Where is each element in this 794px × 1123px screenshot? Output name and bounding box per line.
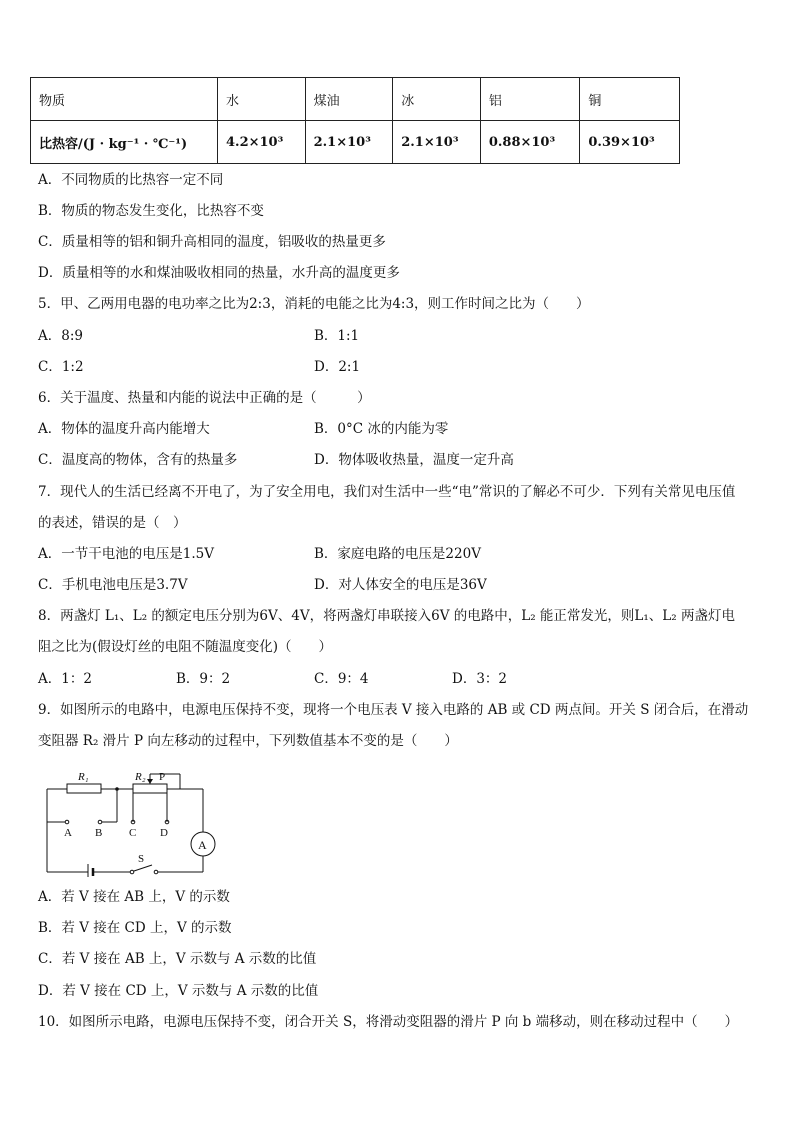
table-cell: 0.88×10³: [480, 121, 580, 164]
label-b: B: [95, 827, 103, 839]
q6-option-b: B．0°C 冰的内能为零: [314, 421, 449, 437]
q9-option-b: B．若 V 接在 CD 上，V 的示数: [38, 920, 232, 936]
ammeter-label: A: [198, 838, 207, 852]
q6-option-a: A．物体的温度升高内能增大: [38, 421, 210, 437]
table-cell: 铝: [480, 78, 580, 121]
table-cell: 铜: [580, 78, 680, 121]
specific-heat-table: [30, 77, 680, 164]
q5-option-d: D．2:1: [314, 359, 361, 375]
table-cell: 4.2×10³: [218, 121, 306, 164]
q9-option-c: C．若 V 接在 AB 上，V 示数与 A 示数的比值: [38, 951, 317, 967]
label-a: A: [64, 827, 72, 839]
table-cell: 0.39×10³: [580, 121, 680, 164]
q8-option-a: A．1：2: [38, 671, 92, 687]
table-cell: 比热容/(J · kg⁻¹ · ℃⁻¹): [31, 121, 218, 164]
q4-option-d: D．质量相等的水和煤油吸收相同的热量，水升高的温度更多: [38, 265, 400, 281]
table-cell: 煤油: [305, 78, 393, 121]
table-cell: 物质: [31, 78, 218, 121]
label-c: C: [129, 827, 137, 839]
q10-stem: 10．如图所示电路，电源电压保持不变，闭合开关 S，将滑动变阻器的滑片 P 向 b 端移动，则在移动过程中（ ）: [38, 1014, 739, 1030]
table-header-row: [31, 78, 680, 121]
label-p: P: [159, 771, 166, 783]
q7-option-d: D．对人体安全的电压是36V: [314, 577, 487, 593]
q8-stem-line2: 阻之比为(假设灯丝的电阻不随温度变化)（ ）: [38, 639, 333, 655]
q9-option-a: A．若 V 接在 AB 上，V 的示数: [38, 889, 230, 905]
q7-option-a: A．一节干电池的电压是1.5V: [38, 546, 214, 562]
table-cell: 冰: [393, 78, 481, 121]
resistor-r1: [67, 784, 101, 793]
label-r2: R₂: [135, 771, 146, 783]
q5-option-b: B．1:1: [314, 328, 360, 344]
q8-option-c: C．9：4: [314, 671, 369, 687]
q6-stem: 6．关于温度、热量和内能的说法中正确的是（ ）: [38, 390, 371, 406]
circuit-diagram: [40, 762, 225, 877]
q9-stem-line1: 9．如图所示的电路中，电源电压保持不变，现将一个电压表 V 接入电路的 AB 或 CD 两点间。开关 S 闭合后，在滑动: [38, 702, 749, 718]
q8-stem-line1: 8．两盏灯 L₁、L₂ 的额定电压分别为6V、4V，将两盏灯串联接入6V 的电路中，L₂ 能正常发光，则L₁、L₂ 两盏灯电: [38, 608, 735, 624]
resistor-r2: [133, 784, 167, 793]
table-cell: 水: [218, 78, 306, 121]
q8-option-d: D．3：2: [452, 671, 508, 687]
label-r1: R₁: [78, 771, 89, 783]
q6-option-c: C．温度高的物体，含有的热量多: [38, 452, 238, 468]
switch: [134, 865, 152, 871]
q5-option-a: A．8:9: [38, 328, 83, 344]
q4-option-b: B．物质的物态发生变化，比热容不变: [38, 203, 264, 219]
table-cell: 2.1×10³: [393, 121, 481, 164]
q7-stem-line2: 的表述，错误的是（ ）: [38, 515, 187, 531]
q7-option-b: B．家庭电路的电压是220V: [314, 546, 481, 562]
q7-option-c: C．手机电池电压是3.7V: [38, 577, 188, 593]
q4-option-a: A．不同物质的比热容一定不同: [38, 172, 224, 188]
table-cell: 2.1×10³: [305, 121, 393, 164]
label-d: D: [160, 827, 168, 839]
q5-option-c: C．1:2: [38, 359, 84, 375]
q9-option-d: D．若 V 接在 CD 上，V 示数与 A 示数的比值: [38, 983, 319, 999]
label-s: S: [138, 853, 145, 865]
q5-stem: 5．甲、乙两用电器的电功率之比为2:3，消耗的电能之比为4:3，则工作时间之比为（ ）: [38, 296, 590, 312]
q7-stem-line1: 7．现代人的生活已经离不开电了，为了安全用电，我们对生活中一些“电”常识的了解必不可少．下列有关常见电压值: [38, 484, 736, 500]
q4-option-c: C．质量相等的铝和铜升高相同的温度，铝吸收的热量更多: [38, 234, 386, 250]
q8-option-b: B．9：2: [176, 671, 231, 687]
table-row: [31, 121, 680, 164]
q6-option-d: D．物体吸收热量，温度一定升高: [314, 452, 514, 468]
q9-stem-line2: 变阻器 R₂ 滑片 P 向左移动的过程中，下列数值基本不变的是（ ）: [38, 733, 458, 749]
